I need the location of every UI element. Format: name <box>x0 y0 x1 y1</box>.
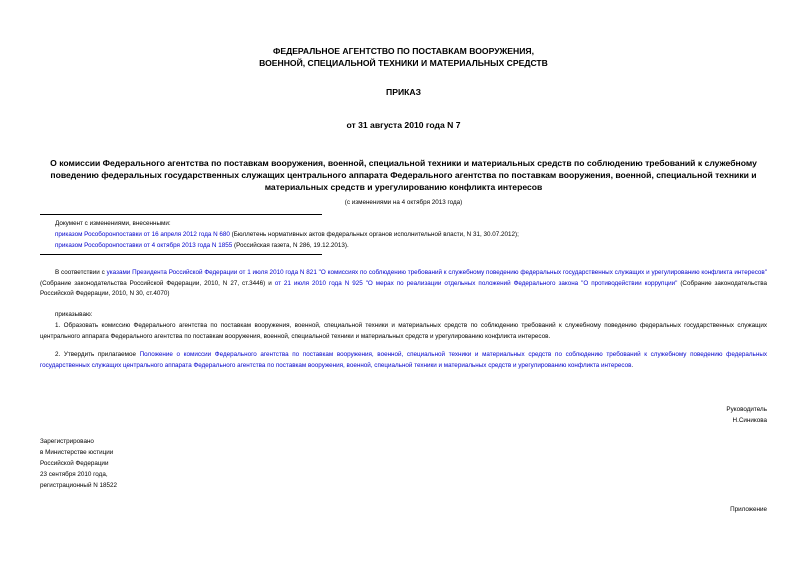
registration-line-2: в Министерстве юстиции <box>40 449 114 456</box>
registration-line-1: Зарегистрировано <box>40 438 94 445</box>
agency-line-2: ВОЕННОЙ, СПЕЦИАЛЬНОЙ ТЕХНИКИ И МАТЕРИАЛЬНЫХ СРЕДСТВ <box>259 58 548 68</box>
decree-link-925[interactable]: от 21 июля 2010 года N 925 "О мерах по реализации отдельных положений Федерального закона "О противодействии коррупции" <box>274 279 678 287</box>
change-link-1[interactable]: приказом Рособоронпоставки от 16 апреля 2012 года N 680 <box>55 231 230 238</box>
registration-line-5: регистрационный N 18522 <box>40 482 118 489</box>
change-source-2: (Российская газета, N 286, 19.12.2013). <box>232 242 349 249</box>
basis-start: В соответствии с <box>55 269 107 276</box>
change-item-1 <box>55 229 767 240</box>
item2-start: 2. Утвердить прилагаемое <box>55 351 140 358</box>
orders-word: приказываю: <box>55 311 93 318</box>
change-link-2[interactable]: приказом Рособоронпоставки от 4 октября 2013 года N 1855 <box>55 242 233 249</box>
order-item-2 <box>40 350 767 371</box>
order-item-1: 1. Образовать комиссию Федерального агентства по поставкам вооружения, военной, специальной техники и материальных средств по соблюдению требований к служебному поведению федеральных государственных служащих центрального аппарата Федерального агентства по поставкам вооружения, военной, специальной техники и материальных средств и урегулированию конфликта интересов. <box>40 322 767 340</box>
basis-paragraph <box>40 268 767 300</box>
item2-end: . <box>631 361 634 369</box>
change-item-2 <box>55 240 767 251</box>
order-title: ПРИКАЗ <box>386 87 421 97</box>
changes-intro: Документ с изменениями, внесенными: <box>55 220 171 227</box>
changes-block <box>55 218 767 251</box>
decree-link-821[interactable]: указами Президента Российской Федерации от 1 июля 2010 года N 821 "О комиссиях по соблюдению требований к служебному поведению федеральных государственных служащих и урегулированию конфликта интересов" <box>106 269 768 276</box>
registration-line-4: 23 сентября 2010 года, <box>40 471 108 478</box>
registration-block <box>40 436 117 491</box>
regulation-link[interactable]: Положение о комиссии Федерального агентства по поставкам вооружения, военной, специальной техники и материальных средств по соблюдению требований к служебному поведению федеральных государственных служащих центрального аппарата Федерального агентства по поставкам вооружения, военной, специальной техники и материальных средств и урегулированию конфликта интересов <box>40 351 767 369</box>
agency-line-1: ФЕДЕРАЛЬНОЕ АГЕНТСТВО ПО ПОСТАВКАМ ВООРУЖЕНИЯ, <box>273 46 534 56</box>
order-date: от 31 августа 2010 года N 7 <box>346 120 461 130</box>
order-subject: О комиссии Федерального агентства по поставкам вооружения, военной, специальной техники и материальных средств по соблюдению требований к служебному поведению федеральных государственных служащих центрального аппарата Федерального агентства по поставкам вооружения, военной, специальной техники и материальных средств и урегулированию конфликта интересов <box>50 158 757 192</box>
signatory-title: Руководитель <box>726 406 767 413</box>
basis-end: (Собрание законодательства Российской Федерации, 2010, N 30, ст.4070) <box>40 279 768 297</box>
agency-name <box>40 45 767 69</box>
registration-line-3: Российской Федерации <box>40 460 109 467</box>
change-source-1: (Бюллетень нормативных актов федеральных органов исполнительной власти, N 31, 30.07.2012); <box>229 231 519 238</box>
divider-top <box>40 214 322 215</box>
amended-note: (с изменениями на 4 октября 2013 года) <box>344 199 463 206</box>
basis-mid: (Собрание законодательства Российской Федерации, 2010, N 27, ст.3446) и <box>40 279 275 287</box>
appendix-label: Приложение <box>730 506 767 513</box>
divider-bottom <box>40 254 322 255</box>
signatory-name: Н.Синикова <box>732 417 767 424</box>
signature-block <box>726 404 767 426</box>
